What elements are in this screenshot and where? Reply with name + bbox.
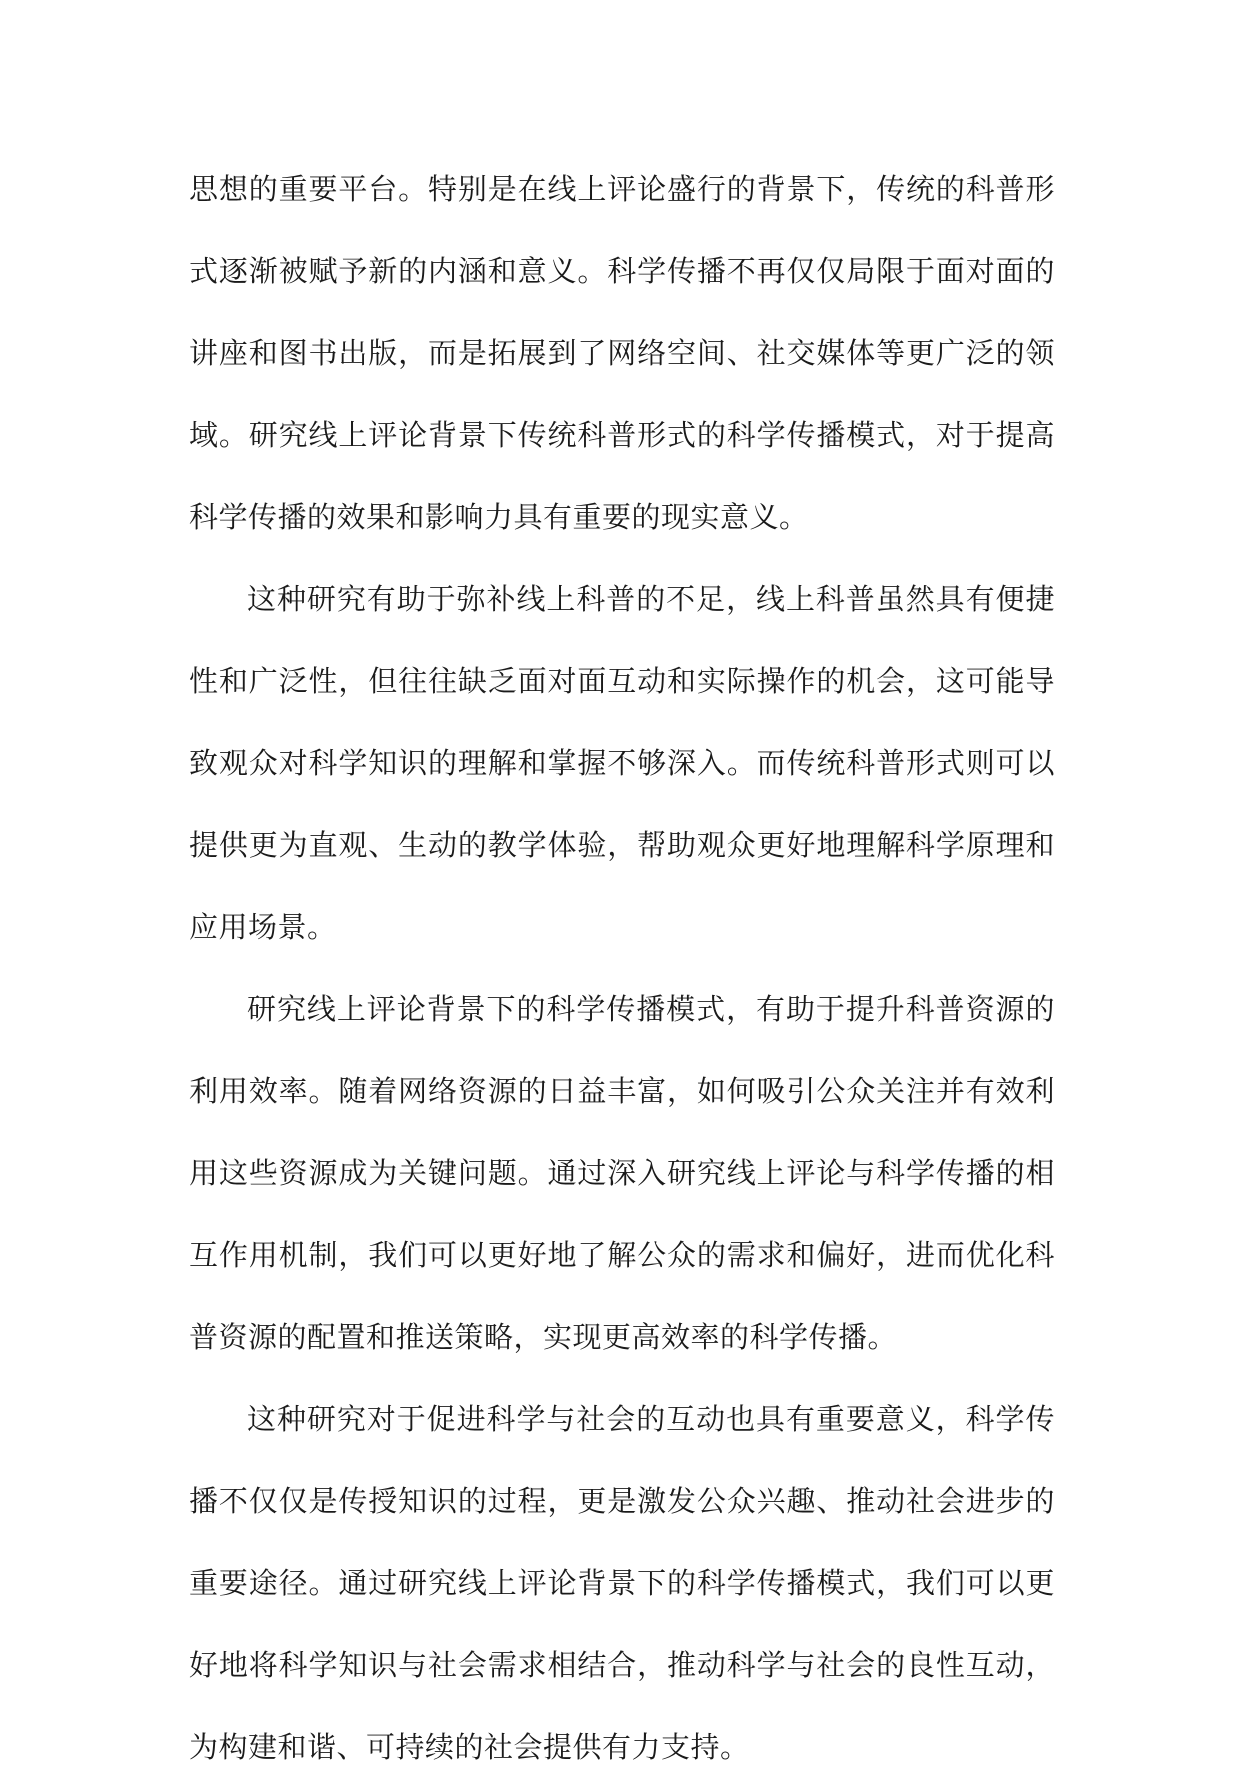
paragraph: 这种研究对于促进科学与社会的互动也具有重要意义，科学传播不仅仅是传授知识的过程，更是激发公众兴趣、推动社会进步的重要途径。通过研究线上评论背景下的科学传播模式，我们可以更好地将科学知识与社会需求相结合，推动科学与社会的良性互动，为构建和谐、可持续的社会提供有力支持。 bbox=[189, 1402, 1055, 1764]
paragraph: 这种研究有助于弥补线上科普的不足，线上科普虽然具有便捷性和广泛性，但往往缺乏面对面互动和实际操作的机会，这可能导致观众对科学知识的理解和掌握不够深入。而传统科普形式则可以提供更为直观、生动的教学体验，帮助观众更好地理解科学原理和应用场景。 bbox=[189, 582, 1055, 944]
document-body bbox=[189, 148, 1055, 1788]
paragraph-continued: 思想的重要平台。特别是在线上评论盛行的背景下，传统的科普形式逐渐被赋予新的内涵和意义。科学传播不再仅仅局限于面对面的讲座和图书出版，而是拓展到了网络空间、社交媒体等更广泛的领域。研究线上评论背景下传统科普形式的科学传播模式，对于提高科学传播的效果和影响力具有重要的现实意义。 bbox=[189, 172, 1055, 534]
paragraph: 研究线上评论背景下的科学传播模式，有助于提升科普资源的利用效率。随着网络资源的日益丰富，如何吸引公众关注并有效利用这些资源成为关键问题。通过深入研究线上评论与科学传播的相互作用机制，我们可以更好地了解公众的需求和偏好，进而优化科普资源的配置和推送策略，实现更高效率的科学传播。 bbox=[189, 992, 1055, 1354]
